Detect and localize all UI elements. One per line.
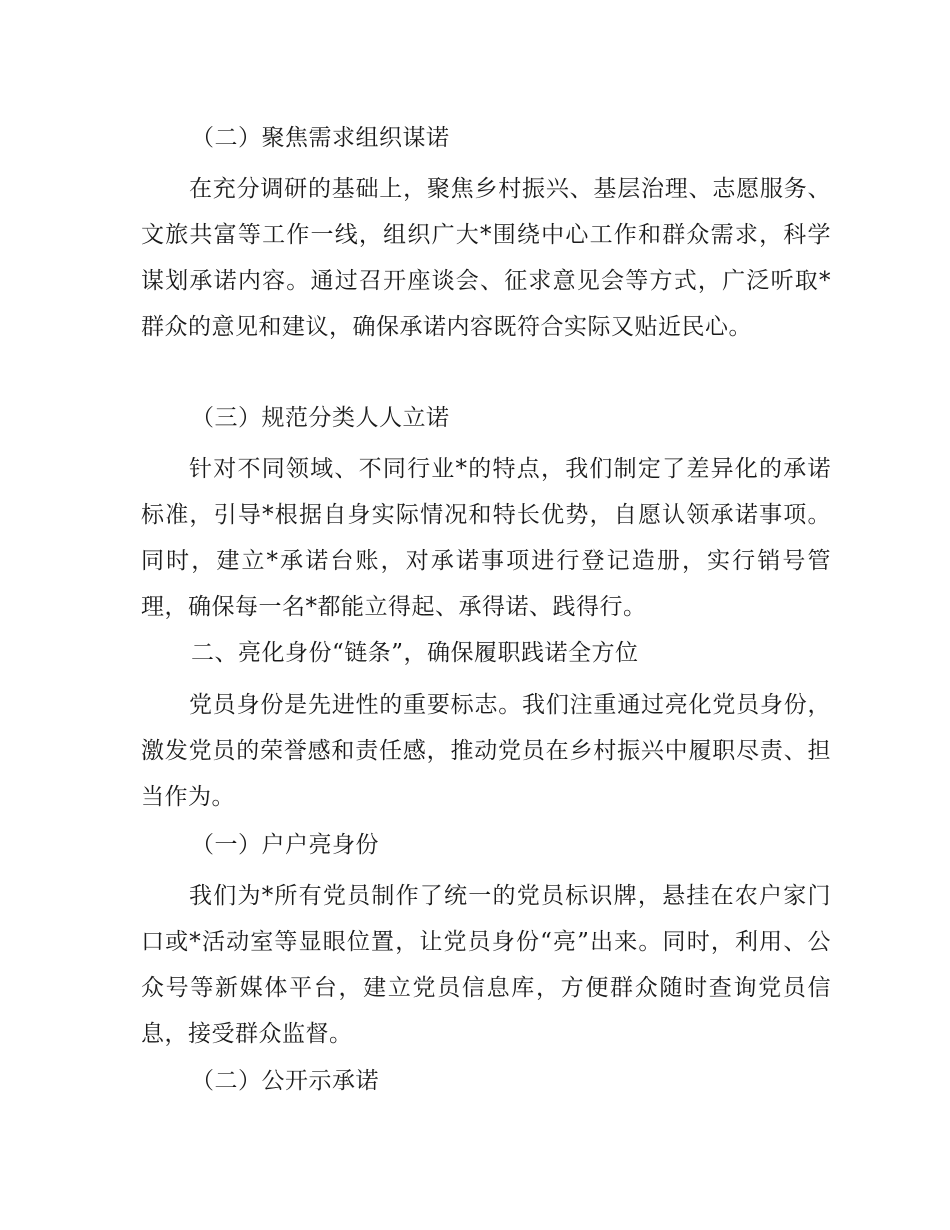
subheading-public-commitment: （二）公开示承诺 bbox=[191, 1068, 379, 1094]
paragraph-identity-chain: 党员身份是先进性的重要标志。我们注重通过亮化党员身份，激发党员的荣誉感和责任感，推动党员在乡村振兴中履职尽责、担当作为。 bbox=[141, 692, 831, 810]
subheading-gather-needs: （二）聚焦需求组织谋诺 bbox=[191, 125, 450, 151]
paragraph-classify-commitments: 针对不同领域、不同行业*的特点，我们制定了差异化的承诺标准，引导*根据自身实际情况和特长优势，自愿认领承诺事项。同时，建立*承诺台账，对承诺事项进行登记造册，实行销号管理，确保每一名*都能立得起、承得诺、践得行。 bbox=[141, 456, 831, 620]
section-heading-identity-chain: 二、亮化身份“链条”，确保履职践诺全方位 bbox=[191, 640, 639, 666]
subheading-classify-commitments: （三）规范分类人人立诺 bbox=[191, 405, 450, 431]
subheading-show-identity: （一）户户亮身份 bbox=[191, 832, 379, 858]
paragraph-gather-needs: 在充分调研的基础上，聚焦乡村振兴、基层治理、志愿服务、文旅共富等工作一线，组织广大*围绕中心工作和群众需求，科学谋划承诺内容。通过召开座谈会、征求意见会等方式，广泛听取*群众的意见和建议，确保承诺内容既符合实际又贴近民心。 bbox=[141, 176, 831, 340]
paragraph-show-identity: 我们为*所有党员制作了统一的党员标识牌，悬挂在农户家门口或*活动室等显眼位置，让党员身份“亮”出来。同时，利用、公众号等新媒体平台，建立党员信息库，方便群众随时查询党员信息，接受群众监督。 bbox=[141, 883, 831, 1047]
